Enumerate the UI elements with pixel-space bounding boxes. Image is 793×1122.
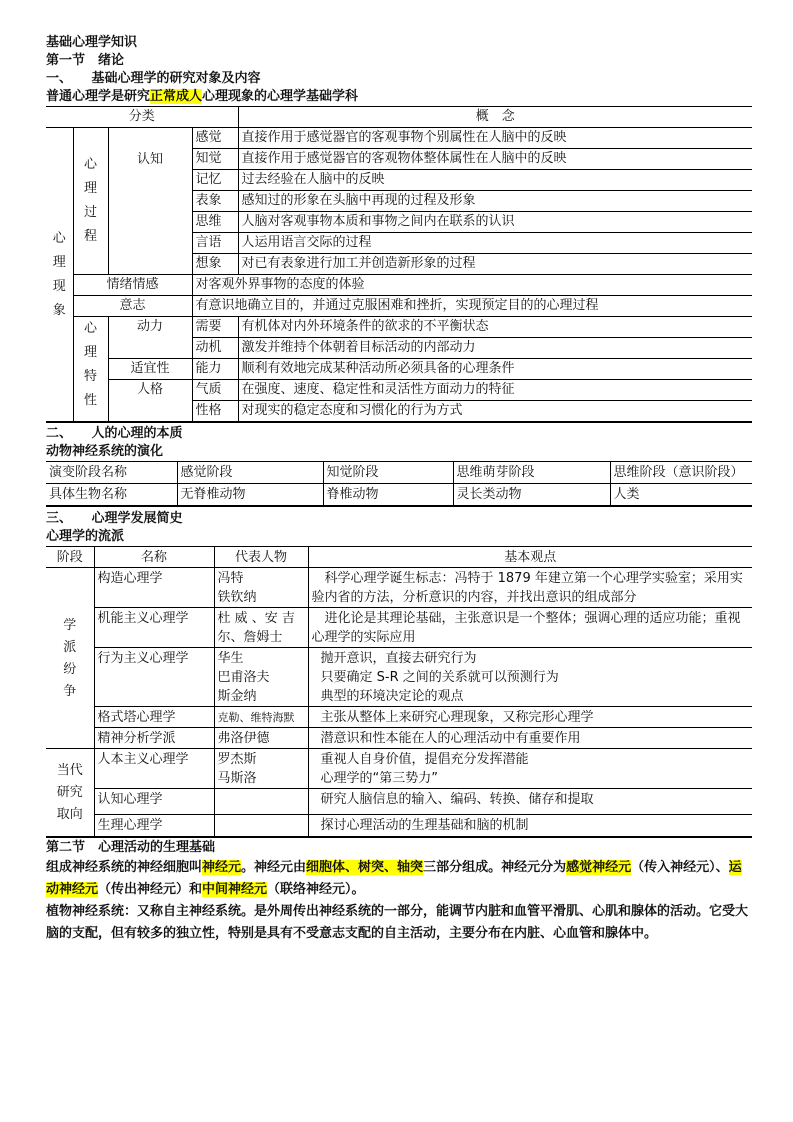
term: 表象 (192, 191, 238, 212)
autonomic-paragraph: 植物神经系统：又称自主神经系统。是外周传出神经系统的一部分，能调节内脏和血管平滑肌、心肌和腺体的活动。它受大脑的支配，但有较多的独立性，特别是具有不受意志支配的自主活动，主要分布在内脏、心血管和腺体中。 (46, 904, 749, 941)
school-name: 机能主义心理学 (94, 608, 214, 648)
para-text: 三部分组成。神经元分为 (423, 860, 567, 875)
term: 气质 (192, 380, 238, 401)
evo-cell: 具体生物名称 (46, 484, 177, 507)
definition: 顺利有效地完成某种活动所必须具备的心理条件 (238, 359, 752, 380)
stage-dangdai: 当代 研究 取向 (46, 749, 94, 838)
highlight-text: 正常成人 (150, 89, 203, 104)
phenomena-table (46, 107, 752, 423)
school-view: 抛开意识，直接去研究行为 只要确定 S-R 之间的关系就可以预测行为 典型的环境决定论的观点 (308, 648, 752, 707)
stage-xuepai: 学 派 纷 争 (46, 568, 94, 749)
evo-cell: 演变阶段名称 (46, 462, 177, 484)
school-view: 主张从整体上来研究心理现象，又称完形心理学 (308, 707, 752, 728)
school-view: 进化论是其理论基础，主张意识是一个整体；强调心理的适应功能；重视心理学的实际应用 (308, 608, 752, 648)
term: 性格 (192, 401, 238, 423)
section4-heading: 第二节 心理活动的生理基础 (46, 840, 216, 855)
school-name: 行为主义心理学 (94, 648, 214, 707)
school-people: 克勒、维特海默 (214, 707, 308, 728)
document-page (46, 34, 752, 945)
highlight-text: 运动神经元 (46, 860, 742, 897)
group-renge: 人格 (108, 380, 192, 423)
definition: 对现实的稳定态度和习惯化的行为方式 (238, 401, 752, 423)
school-people: 冯特 铁钦纳 (214, 568, 308, 608)
intro-text: 心理现象的心理学基础学科 (202, 89, 359, 104)
school-view: 探讨心理活动的生理基础和脑的机制 (308, 815, 752, 838)
neuron-paragraph (46, 857, 752, 901)
group-shiyixing: 适宜性 (108, 359, 192, 380)
para-text: （联络神经元）。 (267, 882, 365, 897)
group-dongli: 动力 (108, 317, 192, 359)
header-people: 代表人物 (214, 547, 308, 568)
evo-cell: 思维阶段（意识阶段） (610, 462, 752, 484)
term: 知觉 (192, 149, 238, 170)
definition: 对已有表象进行加工并创造新形象的过程 (238, 254, 752, 275)
school-people: 华生 巴甫洛夫 斯金纳 (214, 648, 308, 707)
evo-cell: 感觉阶段 (177, 462, 323, 484)
definition: 激发并维持个体朝着目标活动的内部动力 (238, 338, 752, 359)
term: 言语 (192, 233, 238, 254)
school-view: 科学心理学诞生标志：冯特于 1879 年建立第一个心理学实验室；采用实验内省的方法，分析意识的内容，并找出意识的组成部分 (308, 568, 752, 608)
school-name: 人本主义心理学 (94, 749, 214, 789)
header-stage: 阶段 (46, 547, 94, 568)
evo-cell: 灵长类动物 (453, 484, 610, 507)
highlight-text: 感觉神经元 (566, 860, 632, 875)
section1-subheading: 一、 基础心理学的研究对象及内容 (46, 71, 261, 86)
school-name: 格式塔心理学 (94, 707, 214, 728)
intro-line (46, 88, 752, 107)
school-name: 生理心理学 (94, 815, 214, 838)
school-view: 重视人自身价值，提倡充分发挥潜能 心理学的“第三势力” (308, 749, 752, 789)
definition: 有机体对内外环境条件的欲求的不平衡状态 (238, 317, 752, 338)
school-name: 精神分析学派 (94, 728, 214, 749)
term: 记忆 (192, 170, 238, 191)
para-text: （传入神经元）、 (631, 860, 729, 875)
group-xinli-texing: 心 理 特 性 (73, 317, 108, 423)
term: 思维 (192, 212, 238, 233)
highlight-text: 中间神经元 (202, 882, 268, 897)
school-people: 弗洛伊德 (214, 728, 308, 749)
para-text: （传出神经元）和 (98, 882, 203, 897)
para-text: 组成神经系统的神经细胞叫 (46, 860, 203, 875)
section3-subheading: 心理学的流派 (46, 529, 125, 544)
section3-heading: 三、 心理学发展简史 (46, 511, 183, 526)
group-yizhi: 意志 (73, 296, 192, 317)
term: 动机 (192, 338, 238, 359)
definition: 过去经验在人脑中的反映 (238, 170, 752, 191)
evo-cell: 脊椎动物 (323, 484, 453, 507)
school-people (214, 789, 308, 815)
definition: 直接作用于感觉器官的客观物体整体属性在人脑中的反映 (238, 149, 752, 170)
evo-cell: 思维萌芽阶段 (453, 462, 610, 484)
definition: 感知过的形象在头脑中再现的过程及形象 (238, 191, 752, 212)
school-people (214, 815, 308, 838)
header-name: 名称 (94, 547, 214, 568)
term: 感觉 (192, 128, 238, 149)
highlight-text: 神经元 (202, 860, 242, 875)
section2-heading: 二、 人的心理的本质 (46, 426, 183, 441)
term: 能力 (192, 359, 238, 380)
group-xinli-xianxiang: 心 理 现 象 (46, 128, 73, 423)
header-class: 分类 (46, 107, 238, 128)
school-name: 构造心理学 (94, 568, 214, 608)
highlight-text: 细胞体、树突、轴突 (306, 860, 424, 875)
header-concept: 概 念 (238, 107, 752, 128)
evo-cell: 无脊椎动物 (177, 484, 323, 507)
intro-text: 普通心理学是研究 (46, 89, 151, 104)
group-renzhi: 认知 (108, 128, 192, 275)
school-view: 潜意识和性本能在人的心理活动中有重要作用 (308, 728, 752, 749)
term: 想象 (192, 254, 238, 275)
section1-heading: 第一节 绪论 (46, 53, 125, 68)
definition: 在强度、速度、稳定性和灵活性方面动力的特征 (238, 380, 752, 401)
definition: 对客观外界事物的态度的体验 (192, 275, 752, 296)
evolution-table (46, 461, 752, 507)
school-name: 认知心理学 (94, 789, 214, 815)
evo-cell: 人类 (610, 484, 752, 507)
doc-title: 基础心理学知识 (46, 35, 138, 50)
definition: 直接作用于感觉器官的客观事物个别属性在人脑中的反映 (238, 128, 752, 149)
definition: 人运用语言交际的过程 (238, 233, 752, 254)
term: 需要 (192, 317, 238, 338)
evo-cell: 知觉阶段 (323, 462, 453, 484)
school-people: 杜 威 、安 吉尔、詹姆士 (214, 608, 308, 648)
section2-subheading: 动物神经系统的演化 (46, 444, 164, 459)
schools-table (46, 546, 752, 838)
definition: 人脑对客观事物本质和事物之间内在联系的认识 (238, 212, 752, 233)
header-view: 基本观点 (308, 547, 752, 568)
school-view: 研究人脑信息的输入、编码、转换、储存和提取 (308, 789, 752, 815)
group-xinli-guocheng: 心 理 过 程 (73, 128, 108, 275)
school-people: 罗杰斯 马斯洛 (214, 749, 308, 789)
para-text: 。神经元由 (241, 860, 307, 875)
definition: 有意识地确立目的，并通过克服困难和挫折，实现预定目的的心理过程 (192, 296, 752, 317)
group-qingxu: 情绪情感 (73, 275, 192, 296)
